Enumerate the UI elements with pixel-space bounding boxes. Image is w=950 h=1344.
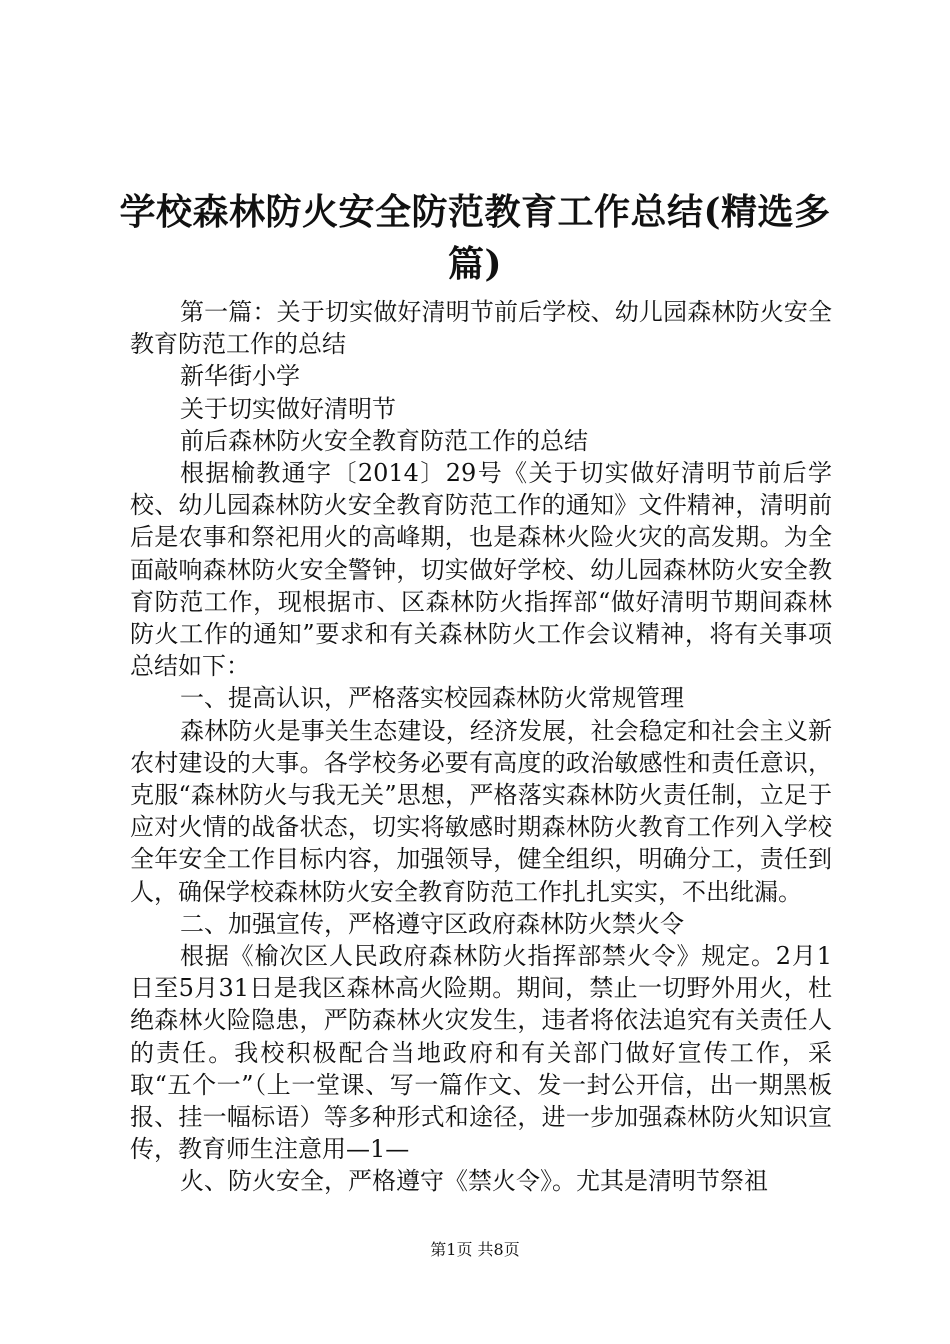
paragraph: 前后森林防火安全教育防范工作的总结	[180, 426, 588, 455]
paragraph: 关于切实做好清明节	[180, 394, 396, 423]
paragraph: 新华街小学	[180, 362, 300, 391]
page-footer: 第1页 共8页	[430, 1240, 520, 1259]
document-body	[130, 296, 832, 1198]
paragraph: 根据《榆次区人民政府森林防火指挥部禁火令》规定。2月1日至5月31日是我区森林高火险期。期间，禁止一切野外用火，杜绝森林火险隐患，严防森林火灾发生，违者将依法追究有关责任人的责任。我校积极配合当地政府和有关部门做好宣传工作，采取“五个一”（上一堂课、写一篇作文、发一封公开信，出一期黑板报、挂一幅标语）等多种形式和途径，进一步加强森林防火知识宣传，教育师生注意用—1—	[130, 942, 832, 1164]
document-title: 学校森林防火安全防范教育工作总结(精选多篇)	[119, 191, 831, 285]
paragraph: 一、提高认识，严格落实校园森林防火常规管理	[180, 684, 684, 713]
paragraph: 根据榆教通字〔2014〕29号《关于切实做好清明节前后学校、幼儿园森林防火安全教育防范工作的通知》文件精神，清明前后是农事和祭祀用火的高峰期，也是森林火险火灾的高发期。为全面敲响森林防火安全警钟，切实做好学校、幼儿园森林防火安全教育防范工作，现根据市、区森林防火指挥部“做好清明节期间森林防火工作的通知”要求和有关森林防火工作会议精神，将有关事项总结如下：	[130, 459, 832, 681]
paragraph: 森林防火是事关生态建设，经济发展，社会稳定和社会主义新农村建设的大事。各学校务必要有高度的政治敏感性和责任意识，克服“森林防火与我无关”思想，严格落实森林防火责任制，立足于应对火情的战备状态，切实将敏感时期森林防火教育工作列入学校全年安全工作目标内容，加强领导，健全组织，明确分工，责任到人，确保学校森林防火安全教育防范工作扎扎实实，不出纰漏。	[130, 716, 832, 906]
paragraph: 二、加强宣传，严格遵守区政府森林防火禁火令	[180, 909, 684, 938]
paragraph: 火、防火安全，严格遵守《禁火令》。尤其是清明节祭祖	[180, 1167, 768, 1196]
paragraph: 第一篇：关于切实做好清明节前后学校、幼儿园森林防火安全教育防范工作的总结	[130, 298, 832, 359]
